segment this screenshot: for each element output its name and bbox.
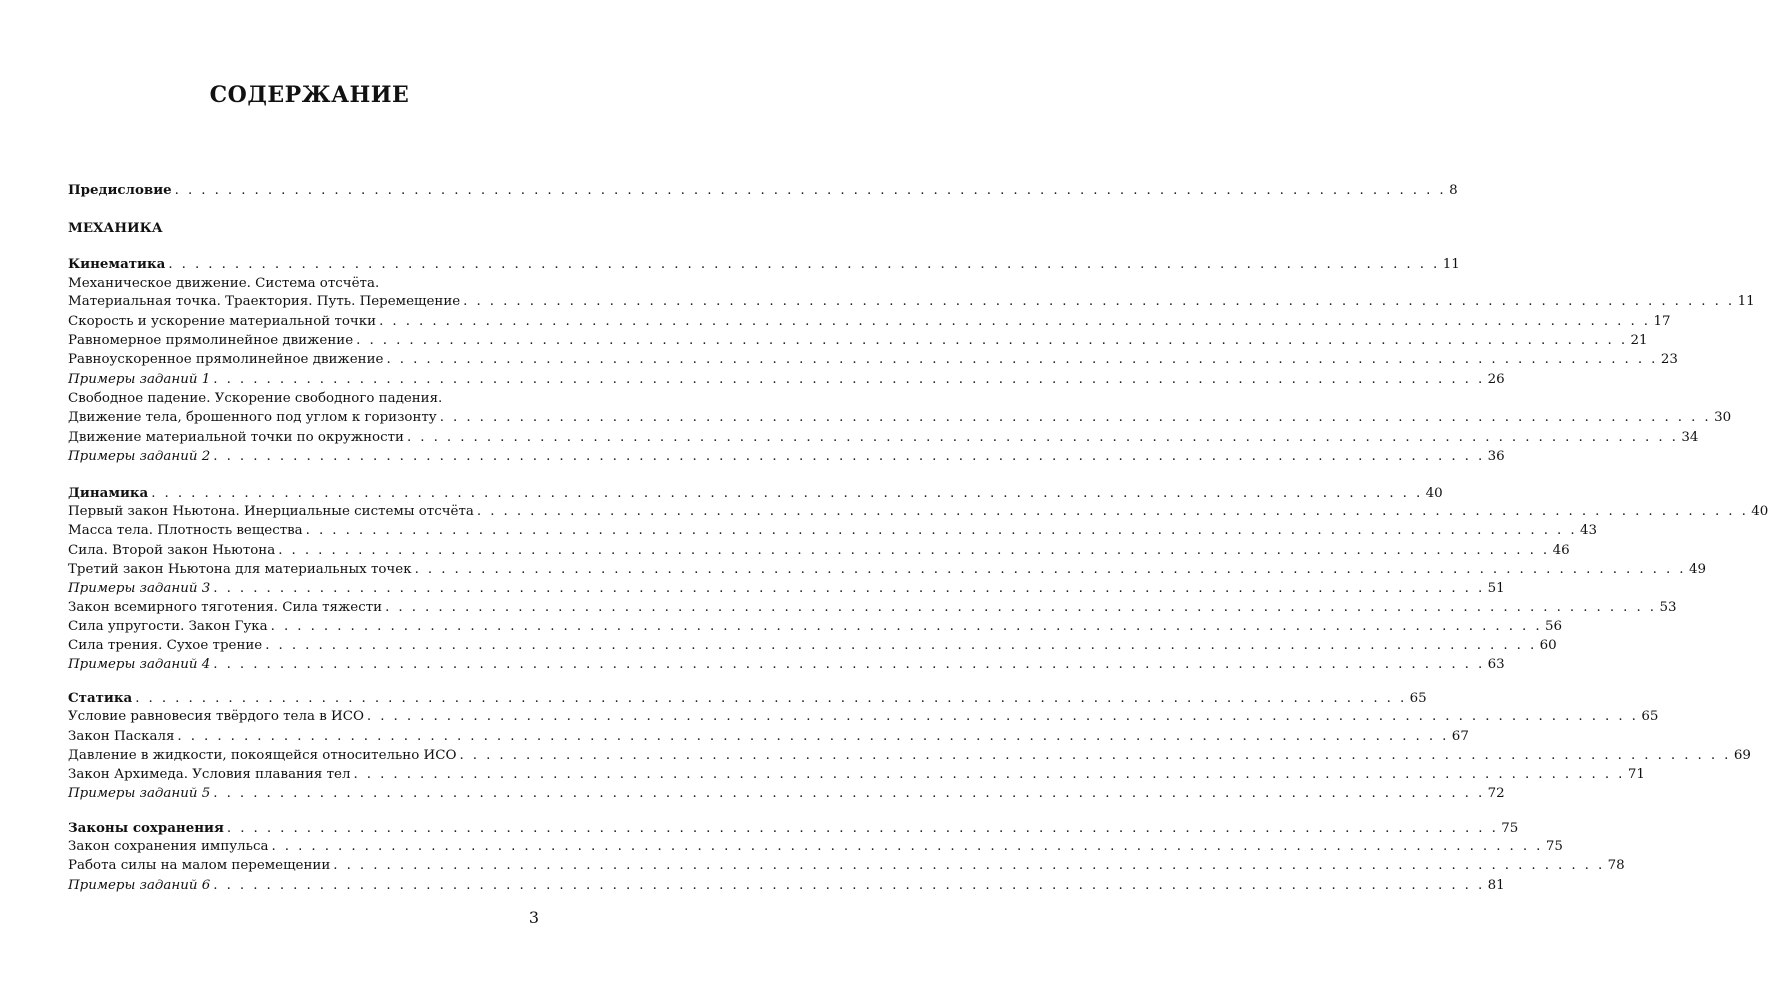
toc-entry-page: 53 [1659, 600, 1677, 615]
dot-leader: . . . . . . . . . . . . . . . . . . . . . . . . . . . . . . . . . . . . . . . . . . . . . . . . . . . . . . . . . . . . . . . . . . . . . . . . . . . . . . . . . . . . . . . . . . . . . . . . [174, 183, 1447, 198]
toc-entry[interactable] [68, 837, 1563, 857]
toc-entry-statics[interactable] [68, 688, 1427, 708]
toc-entry-page: 65 [1641, 709, 1659, 724]
dot-leader: . . . . . . . . . . . . . . . . . . . . . . . . . . . . . . . . . . . . . . . . . . . . . . . . . . . . . . . . . . . . . . . . . . . . . . . . . . . . . . . . . . . . . . . . . . . . . . . . [379, 314, 1651, 329]
toc-entry-examples[interactable] [68, 579, 1505, 599]
toc-entry-title: Скорость и ускорение материальной точки [68, 314, 377, 329]
dot-leader: . . . . . . . . . . . . . . . . . . . . . . . . . . . . . . . . . . . . . . . . . . . . . . . . . . . . . . . . . . . . . . . . . . . . . . . . . . . . . . . . . . . . . . . . . . . . . . . . [305, 523, 1578, 538]
dot-leader: . . . . . . . . . . . . . . . . . . . . . . . . . . . . . . . . . . . . . . . . . . . . . . . . . . . . . . . . . . . . . . . . . . . . . . . . . . . . . . . . . . . . . . . . . . . . . . . . [333, 858, 1605, 873]
toc-entry-title: Закон Архимеда. Условия плавания тел [68, 767, 351, 782]
dot-leader: . . . . . . . . . . . . . . . . . . . . . . . . . . . . . . . . . . . . . . . . . . . . . . . . . . . . . . . . . . . . . . . . . . . . . . . . . . . . . . . . . . . . . . . . . . . . . . . . [168, 257, 1440, 272]
toc-entry-title: Работа силы на малом перемещении [68, 858, 331, 873]
toc-entry-title: Сила упругости. Закон Гука [68, 619, 268, 634]
toc-entry[interactable] [68, 541, 1570, 561]
dot-leader: . . . . . . . . . . . . . . . . . . . . . . . . . . . . . . . . . . . . . . . . . . . . . . . . . . . . . . . . . . . . . . . . . . . . . . . . . . . . . . . . . . . . . . . . . . . . . . . . [213, 581, 1485, 596]
dot-leader: . . . . . . . . . . . . . . . . . . . . . . . . . . . . . . . . . . . . . . . . . . . . . . . . . . . . . . . . . . . . . . . . . . . . . . . . . . . . . . . . . . . . . . . . . . . . . . . . [385, 600, 1657, 615]
toc-entry-page: 30 [1714, 410, 1732, 425]
toc-entry-page: 40 [1425, 486, 1443, 501]
dot-leader: . . . . . . . . . . . . . . . . . . . . . . . . . . . . . . . . . . . . . . . . . . . . . . . . . . . . . . . . . . . . . . . . . . . . . . . . . . . . . . . . . . . . . . . . . . . . . . . . [406, 430, 1679, 445]
toc-entry-title: Примеры заданий 5 [68, 786, 211, 801]
toc-entry-page: 11 [1442, 257, 1460, 272]
dot-leader: . . . . . . . . . . . . . . . . . . . . . . . . . . . . . . . . . . . . . . . . . . . . . . . . . . . . . . . . . . . . . . . . . . . . . . . . . . . . . . . . . . . . . . . . . . . . . . . . [135, 691, 1407, 706]
dot-leader: . . . . . . . . . . . . . . . . . . . . . . . . . . . . . . . . . . . . . . . . . . . . . . . . . . . . . . . . . . . . . . . . . . . . . . . . . . . . . . . . . . . . . . . . . . . . . . . . [213, 878, 1485, 893]
toc-entry-page: 72 [1487, 786, 1505, 801]
toc-entry-title: Примеры заданий 6 [68, 878, 211, 893]
dot-leader: . . . . . . . . . . . . . . . . . . . . . . . . . . . . . . . . . . . . . . . . . . . . . . . . . . . . . . . . . . . . . . . . . . . . . . . . . . . . . . . . . . . . . . . . . . . . . . . . [213, 786, 1485, 801]
toc-entry-title: Кинематика [68, 256, 166, 272]
toc-entry-page: 69 [1733, 748, 1751, 763]
dot-leader: . . . . . . . . . . . . . . . . . . . . . . . . . . . . . . . . . . . . . . . . . . . . . . . . . . . . . . . . . . . . . . . . . . . . . . . . . . . . . . . . . . . . . . . . . . . . . . . . [271, 839, 1543, 854]
toc-entry-title: Третий закон Ньютона для материальных точек [68, 562, 412, 577]
toc-entry-page: 17 [1653, 314, 1671, 329]
toc-entry-page: 23 [1660, 352, 1678, 367]
dot-leader: . . . . . . . . . . . . . . . . . . . . . . . . . . . . . . . . . . . . . . . . . . . . . . . . . . . . . . . . . . . . . . . . . . . . . . . . . . . . . . . . . . . . . . . . . . . . . . . . [226, 821, 1499, 836]
toc-entry-title: Примеры заданий 3 [68, 581, 211, 596]
toc-entry-page: 78 [1607, 858, 1625, 873]
toc-entry-title: Закон всемирного тяготения. Сила тяжести [68, 600, 383, 615]
toc-entry-title: Предисловие [68, 182, 172, 198]
toc-entry-dynamics[interactable] [68, 483, 1443, 503]
toc-entry-page: 40 [1751, 504, 1768, 519]
toc-entry-page: 75 [1545, 839, 1563, 854]
dot-leader: . . . . . . . . . . . . . . . . . . . . . . . . . . . . . . . . . . . . . . . . . . . . . . . . . . . . . . . . . . . . . . . . . . . . . . . . . . . . . . . . . . . . . . . . . . . . . . . . [213, 449, 1485, 464]
toc-entry-page: 75 [1501, 821, 1519, 836]
dot-leader: . . . . . . . . . . . . . . . . . . . . . . . . . . . . . . . . . . . . . . . . . . . . . . . . . . . . . . . . . . . . . . . . . . . . . . . . . . . . . . . . . . . . . . . . . . . . . . . . [151, 486, 1423, 501]
dot-leader: . . . . . . . . . . . . . . . . . . . . . . . . . . . . . . . . . . . . . . . . . . . . . . . . . . . . . . . . . . . . . . . . . . . . . . . . . . . . . . . . . . . . . . . . . . . . . . . . [476, 504, 1749, 519]
toc-entry-page: 67 [1451, 729, 1469, 744]
toc-entry-examples[interactable] [68, 370, 1505, 390]
toc-entry-examples[interactable] [68, 655, 1505, 675]
toc-entry-examples[interactable] [68, 876, 1505, 896]
page-title: СОДЕРЖАНИЕ [209, 82, 410, 108]
toc-entry[interactable] [68, 428, 1699, 448]
toc-entry[interactable] [68, 727, 1469, 747]
dot-leader: . . . . . . . . . . . . . . . . . . . . . . . . . . . . . . . . . . . . . . . . . . . . . . . . . . . . . . . . . . . . . . . . . . . . . . . . . . . . . . . . . . . . . . . . . . . . . . . . [213, 657, 1485, 672]
dot-leader: . . . . . . . . . . . . . . . . . . . . . . . . . . . . . . . . . . . . . . . . . . . . . . . . . . . . . . . . . . . . . . . . . . . . . . . . . . . . . . . . . . . . . . . . . . . . . . . . [366, 709, 1639, 724]
dot-leader: . . . . . . . . . . . . . . . . . . . . . . . . . . . . . . . . . . . . . . . . . . . . . . . . . . . . . . . . . . . . . . . . . . . . . . . . . . . . . . . . . . . . . . . . . . . . . . . . [278, 543, 1550, 558]
toc-entry[interactable] [68, 707, 1659, 727]
toc-entry-page: 11 [1737, 294, 1755, 309]
toc-entry-title: Равноускоренное прямолинейное движение [68, 352, 384, 367]
dot-leader: . . . . . . . . . . . . . . . . . . . . . . . . . . . . . . . . . . . . . . . . . . . . . . . . . . . . . . . . . . . . . . . . . . . . . . . . . . . . . . . . . . . . . . . . . . . . . . . . [414, 562, 1686, 577]
toc-entry-page: 8 [1449, 183, 1458, 198]
toc-entry-page: 46 [1552, 543, 1570, 558]
toc-entry[interactable] [68, 312, 1671, 332]
toc-entry-page: 63 [1487, 657, 1505, 672]
toc-entry-page: 71 [1627, 767, 1645, 782]
toc-entry[interactable] [68, 502, 1768, 522]
toc-entry-title: Движение тела, брошенного под углом к горизонту [68, 410, 437, 425]
toc-entry-page: 65 [1409, 691, 1427, 706]
toc-entry-preface[interactable] [68, 180, 1458, 200]
toc-entry-title: Условие равновесия твёрдого тела в ИСО [68, 709, 364, 724]
toc-entry-text: Свободное падение. Ускорение свободного падения. [68, 391, 443, 406]
toc-entry-page: 36 [1487, 449, 1505, 464]
toc-entry-text: Механическое движение. Система отсчёта. [68, 276, 380, 291]
toc-entry[interactable] [68, 598, 1677, 618]
section-heading-mechanics: МЕХАНИКА [68, 220, 163, 236]
toc-entry-title: Материальная точка. Траектория. Путь. Перемещение [68, 294, 461, 309]
toc-entry[interactable] [68, 765, 1645, 785]
toc-entry[interactable] [68, 521, 1598, 541]
toc-entry-page: 81 [1487, 878, 1505, 893]
toc-entry-page: 49 [1688, 562, 1707, 577]
toc-entry-title: Закон Паскаля [68, 729, 175, 744]
toc-entry-title: Закон сохранения импульса [68, 839, 269, 854]
toc-entry-page: 34 [1681, 430, 1699, 445]
toc-entry-page: 56 [1545, 619, 1563, 634]
toc-entry-conservation-laws[interactable] [68, 818, 1519, 838]
toc-entry-title: Сила трения. Сухое трение [68, 638, 263, 653]
dot-leader: . . . . . . . . . . . . . . . . . . . . . . . . . . . . . . . . . . . . . . . . . . . . . . . . . . . . . . . . . . . . . . . . . . . . . . . . . . . . . . . . . . . . . . . . . . . . . . . . [439, 410, 1712, 425]
toc-entry-page: 26 [1487, 372, 1505, 387]
toc-entry-title: Давление в жидкости, покоящейся относительно ИСО [68, 748, 457, 763]
toc-entry-page: 21 [1630, 333, 1648, 348]
toc-entry-examples[interactable] [68, 784, 1505, 804]
dot-leader: . . . . . . . . . . . . . . . . . . . . . . . . . . . . . . . . . . . . . . . . . . . . . . . . . . . . . . . . . . . . . . . . . . . . . . . . . . . . . . . . . . . . . . . . . . . . . . . . [177, 729, 1449, 744]
dot-leader: . . . . . . . . . . . . . . . . . . . . . . . . . . . . . . . . . . . . . . . . . . . . . . . . . . . . . . . . . . . . . . . . . . . . . . . . . . . . . . . . . . . . . . . . . . . . . . . . [353, 767, 1625, 782]
toc-entry[interactable] [68, 617, 1563, 637]
dot-leader: . . . . . . . . . . . . . . . . . . . . . . . . . . . . . . . . . . . . . . . . . . . . . . . . . . . . . . . . . . . . . . . . . . . . . . . . . . . . . . . . . . . . . . . . . . . . . . . . [270, 619, 1543, 634]
toc-entry-title: Примеры заданий 1 [68, 372, 211, 387]
toc-entry-title: Движение материальной точки по окружности [68, 430, 404, 445]
dot-leader: . . . . . . . . . . . . . . . . . . . . . . . . . . . . . . . . . . . . . . . . . . . . . . . . . . . . . . . . . . . . . . . . . . . . . . . . . . . . . . . . . . . . . . . . . . . . . . . . [463, 294, 1735, 309]
dot-leader: . . . . . . . . . . . . . . . . . . . . . . . . . . . . . . . . . . . . . . . . . . . . . . . . . . . . . . . . . . . . . . . . . . . . . . . . . . . . . . . . . . . . . . . . . . . . . . . . [265, 638, 1537, 653]
toc-entry-examples[interactable] [68, 447, 1505, 467]
toc-entry-title: Сила. Второй закон Ньютона [68, 543, 276, 558]
toc-entry[interactable] [68, 331, 1648, 351]
toc-entry[interactable] [68, 636, 1557, 656]
toc-entry-title: Динамика [68, 485, 149, 501]
toc-entry-page: 43 [1580, 523, 1598, 538]
dot-leader: . . . . . . . . . . . . . . . . . . . . . . . . . . . . . . . . . . . . . . . . . . . . . . . . . . . . . . . . . . . . . . . . . . . . . . . . . . . . . . . . . . . . . . . . . . . . . . . . [386, 352, 1658, 367]
toc-entry-page: 51 [1487, 581, 1505, 596]
toc-entry-title: Законы сохранения [68, 820, 224, 836]
dot-leader: . . . . . . . . . . . . . . . . . . . . . . . . . . . . . . . . . . . . . . . . . . . . . . . . . . . . . . . . . . . . . . . . . . . . . . . . . . . . . . . . . . . . . . . . . . . . . . . . [213, 372, 1485, 387]
toc-entry-kinematics[interactable] [68, 254, 1460, 274]
toc-entry-title: Масса тела. Плотность вещества [68, 523, 303, 538]
toc-entry-title: Примеры заданий 2 [68, 449, 211, 464]
toc-entry-title: Примеры заданий 4 [68, 657, 211, 672]
toc-entry-title: Статика [68, 690, 133, 706]
toc-entry-page: 60 [1539, 638, 1557, 653]
toc-entry[interactable] [68, 560, 1707, 580]
page-number: 3 [528, 908, 539, 927]
dot-leader: . . . . . . . . . . . . . . . . . . . . . . . . . . . . . . . . . . . . . . . . . . . . . . . . . . . . . . . . . . . . . . . . . . . . . . . . . . . . . . . . . . . . . . . . . . . . . . . . [356, 333, 1628, 348]
dot-leader: . . . . . . . . . . . . . . . . . . . . . . . . . . . . . . . . . . . . . . . . . . . . . . . . . . . . . . . . . . . . . . . . . . . . . . . . . . . . . . . . . . . . . . . . . . . . . . . . [459, 748, 1731, 763]
toc-entry[interactable] [68, 292, 1755, 312]
toc-entry[interactable] [68, 746, 1751, 766]
toc-entry[interactable] [68, 350, 1678, 370]
toc-entry[interactable] [68, 408, 1732, 428]
toc-entry-title: Равномерное прямолинейное движение [68, 333, 354, 348]
toc-entry[interactable] [68, 856, 1625, 876]
toc-entry-title: Первый закон Ньютона. Инерциальные системы отсчёта [68, 504, 474, 519]
